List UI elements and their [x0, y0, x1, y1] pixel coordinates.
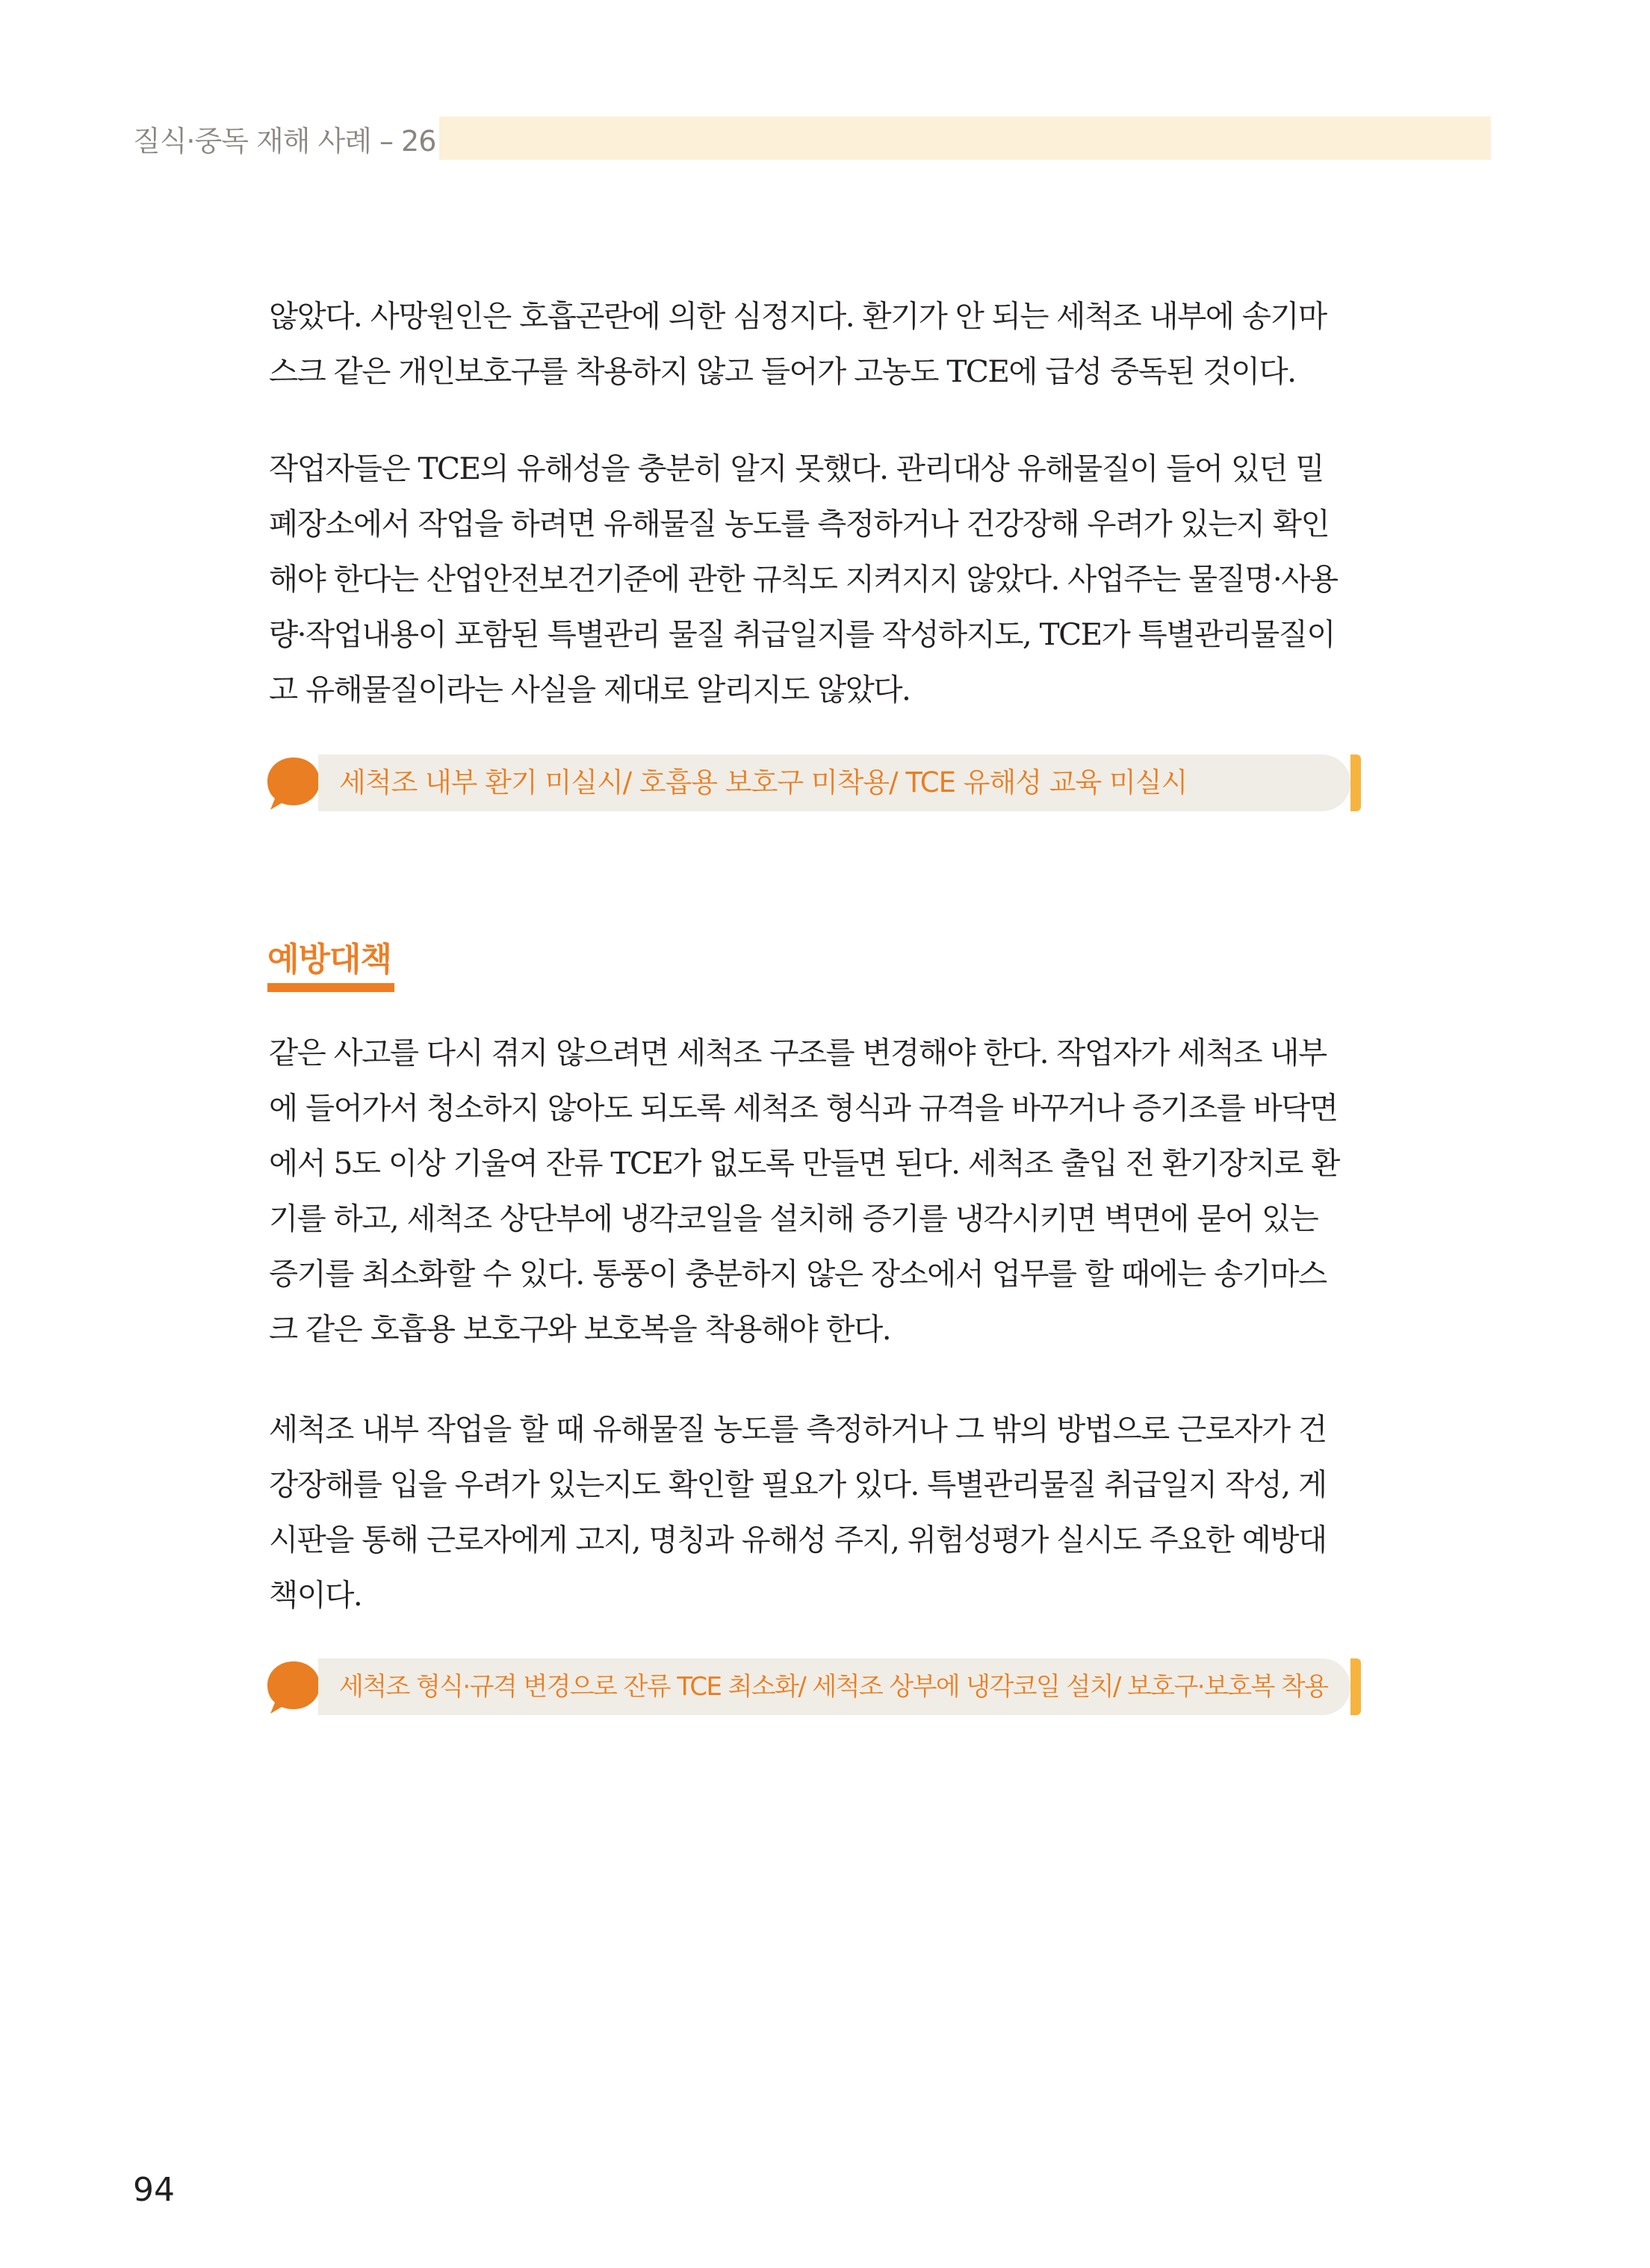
callout-prevention-summary — [266, 1655, 1364, 1718]
text-line: 해야 한다는 산업안전보건기준에 관한 규칙도 지켜지지 않았다. 사업주는 물질명·사용 — [269, 561, 1338, 597]
text-line: 에서 5도 이상 기울여 잔류 TCE가 없도록 만들면 된다. 세척조 출입 전 환기장치로 환 — [269, 1145, 1339, 1181]
section-title-prevention: 예방대책 — [267, 941, 392, 979]
callout-text: 세척조 내부 환기 미실시/ 호흡용 보호구 미착용/ TCE 유해성 교육 미실시 — [339, 766, 1188, 799]
paragraph-structure-change — [269, 1025, 1382, 1357]
text-line: 작업자들은 TCE의 유해성을 충분히 알지 못했다. 관리대상 유해물질이 들어 있던 밀 — [269, 450, 1324, 486]
text-line: 시판을 통해 근로자에게 고지, 명칭과 유해성 주지, 위험성평가 실시도 주요한 예방대 — [269, 1522, 1327, 1558]
text-line: 기를 하고, 세척조 상단부에 냉각코일을 설치해 증기를 냉각시키면 벽면에 묻어 있는 — [269, 1200, 1318, 1236]
paragraph-measurement — [269, 1401, 1382, 1623]
text-line: 고 유해물질이라는 사실을 제대로 알리지도 않았다. — [269, 672, 911, 707]
text-line: 세척조 내부 작업을 할 때 유해물질 농도를 측정하거나 그 밖의 방법으로 근로자가 건 — [269, 1411, 1327, 1447]
callout-cause-summary — [266, 752, 1364, 814]
text-line: 강장해를 입을 우려가 있는지도 확인할 필요가 있다. 특별관리물질 취급일지 작성, 게 — [269, 1466, 1327, 1502]
callout-text: 세척조 형식·규격 변경으로 잔류 TCE 최소화/ 세척조 상부에 냉각코일 설치/ 보호구·보호복 착용 — [339, 1672, 1328, 1702]
speech-bubble-icon — [266, 756, 321, 811]
text-line: 크 같은 호흡용 보호구와 보호복을 착용해야 한다. — [269, 1311, 891, 1347]
text-line: 스크 같은 개인보호구를 착용하지 않고 들어가 고농도 TCE에 급성 중독된 것이다. — [269, 353, 1296, 389]
speech-bubble-icon — [266, 1660, 321, 1715]
text-line: 에 들어가서 청소하지 않아도 되도록 세척조 형식과 규격을 바꾸거나 증기조를 바닥면 — [269, 1090, 1338, 1126]
page-number: 94 — [133, 2171, 175, 2209]
text-line: 않았다. 사망원인은 호흡곤란에 의한 심정지다. 환기가 안 되는 세척조 내부에 송기마 — [269, 298, 1327, 334]
text-line: 같은 사고를 다시 겪지 않으려면 세척조 구조를 변경해야 한다. 작업자가 세척조 내부 — [269, 1035, 1327, 1071]
paragraph-cause-of-death — [269, 288, 1382, 399]
text-line: 책이다. — [269, 1577, 362, 1613]
header-bar — [439, 117, 1491, 160]
text-line: 폐장소에서 작업을 하려면 유해물질 농도를 측정하거나 건강장해 우려가 있는지 확인 — [269, 506, 1330, 542]
section-title-underline — [267, 983, 394, 992]
header-title: 질식·중독 재해 사례 – 26 — [133, 125, 436, 158]
text-line: 증기를 최소화할 수 있다. 통풍이 충분하지 않은 장소에서 업무를 할 때에는 송기마스 — [269, 1256, 1327, 1292]
paragraph-hazard-awareness — [269, 441, 1382, 717]
text-line: 량·작업내용이 포함된 특별관리 물질 취급일지를 작성하지도, TCE가 특별관리물질이 — [269, 616, 1335, 652]
